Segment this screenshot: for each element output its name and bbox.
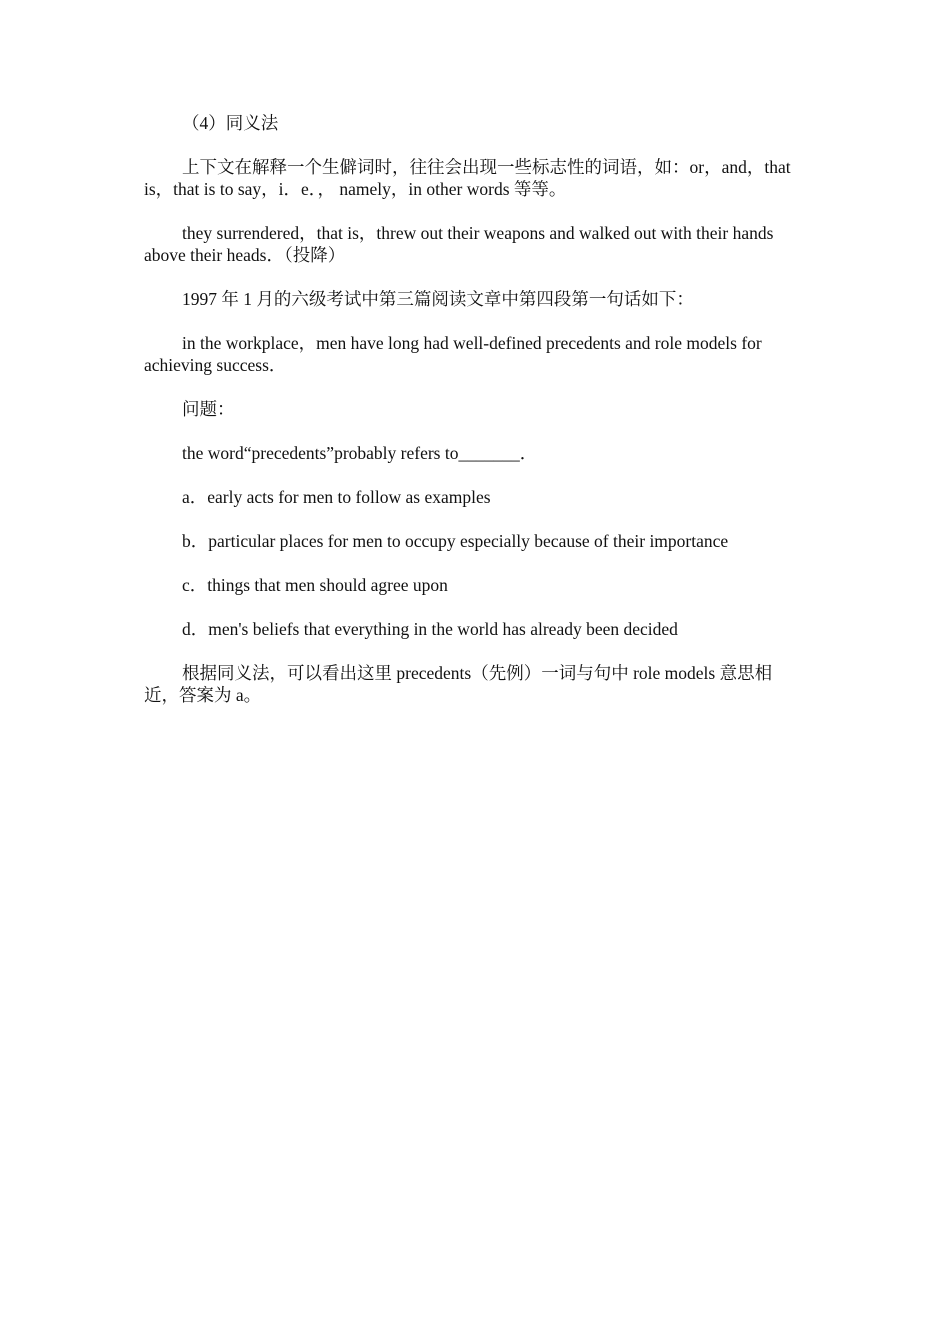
document-body bbox=[144, 112, 806, 728]
paragraph-quote: in the workplace，men have long had well-defined precedents and role models for achieving success． bbox=[144, 333, 762, 375]
paragraph-exam-reference: 1997 年 1 月的六级考试中第三篇阅读文章中第四段第一句话如下： bbox=[182, 289, 694, 309]
paragraph-example: they surrendered，that is，threw out their weapons and walked out with their hands above their heads．（投降） bbox=[144, 223, 774, 265]
section-heading: （4）同义法 bbox=[182, 113, 279, 133]
option-c: c．things that men should agree upon bbox=[182, 575, 448, 595]
paragraph-answer: 根据同义法，可以看出这里 precedents（先例）一词与句中 role models 意思相近，答案为 a。 bbox=[144, 663, 773, 705]
option-b: b．particular places for men to occupy especially because of their importance bbox=[182, 531, 729, 551]
question-stem: the word“precedents”probably refers to_______． bbox=[182, 443, 538, 463]
paragraph-intro: 上下文在解释一个生僻词时，往往会出现一些标志性的词语，如：or，and，that is，that is to say，i．e．， namely，in other words 等等。 bbox=[144, 157, 791, 199]
question-label: 问题： bbox=[182, 399, 235, 419]
option-a: a．early acts for men to follow as examples bbox=[182, 487, 491, 507]
option-d: d．men's beliefs that everything in the world has already been decided bbox=[182, 619, 678, 639]
